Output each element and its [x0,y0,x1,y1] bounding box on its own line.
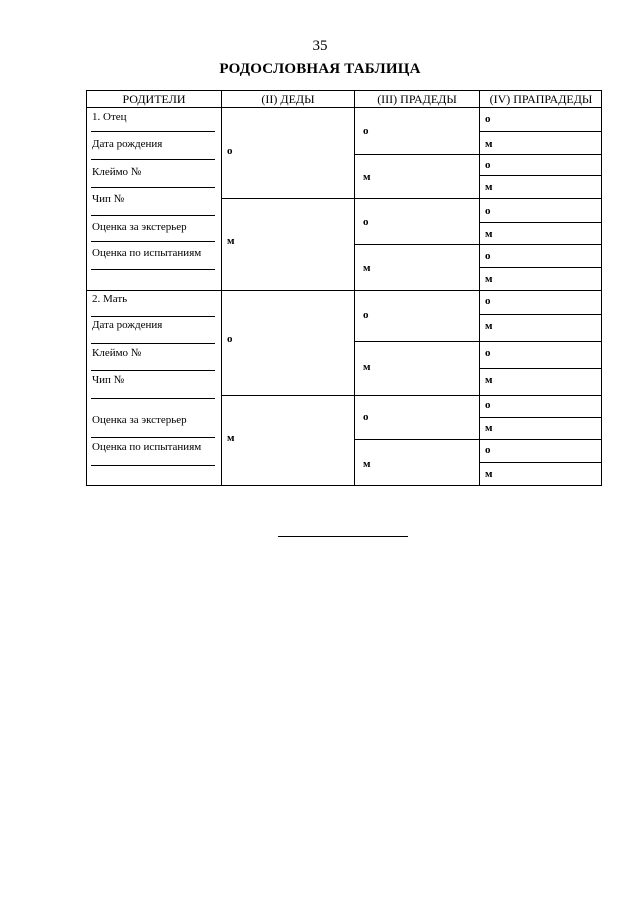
great-grandsire-1-mark: о [363,125,369,137]
great-great-grandparents-divider [479,198,601,199]
great-grandsire-3-mark: о [363,309,369,321]
great-granddam-2-mark: м [363,262,371,274]
great-grandsire-4-mark: о [363,411,369,423]
father-test-score-line [91,269,215,270]
grandparents-divider [221,395,355,396]
great-grandparents-divider [354,439,480,440]
mother-brand-label: Клеймо № [92,347,142,359]
father-brand-line [91,187,215,188]
grandsire-2-mark: о [227,333,233,345]
mother-brand-line [91,370,215,371]
grandsire-1-mark: о [227,145,233,157]
great-great-grandsire-4-mark: о [485,250,491,262]
great-grandparents-divider [354,198,480,199]
father-heading: 1. Отец [92,111,127,123]
great-grandparents-divider [354,244,480,245]
great-great-grandparents-divider [479,417,601,418]
mother-chip-line [91,398,215,399]
column-divider [479,91,480,485]
father-chip-line [91,215,215,216]
grandparents-divider [221,290,355,291]
great-great-grandsire-5-mark: о [485,295,491,307]
great-great-grandparents-divider [479,290,601,291]
grandparents-divider [221,198,355,199]
granddam-1-mark: м [227,235,235,247]
great-great-granddam-2-mark: м [485,181,493,193]
father-exterior-score-line [91,241,215,242]
mother-chip-label: Чип № [92,374,125,386]
document-title: РОДОСЛОВНАЯ ТАБЛИЦА [219,61,421,77]
great-great-grandparents-divider [479,462,601,463]
great-grandsire-2-mark: о [363,216,369,228]
great-great-grandparents-divider [479,131,601,132]
great-great-granddam-7-mark: м [485,422,493,434]
great-grandparents-divider [354,341,480,342]
parents-divider [87,290,221,291]
great-great-grandsire-7-mark: о [485,399,491,411]
great-great-granddam-5-mark: м [485,320,493,332]
column-divider [354,91,355,485]
header-parents: РОДИТЕЛИ [122,92,186,106]
great-great-grandsire-6-mark: о [485,347,491,359]
mother-test-score-label: Оценка по испытаниям [92,441,202,453]
great-grandparents-divider [354,395,480,396]
father-exterior-score-label: Оценка за экстерьер [92,221,187,233]
father-brand-label: Клеймо № [92,166,142,178]
great-great-grandparents-divider [479,267,601,268]
granddam-2-mark: м [227,432,235,444]
header-grandparents: (II) ДЕДЫ [261,92,315,106]
mother-birth-date-line [91,343,215,344]
great-great-granddam-6-mark: м [485,374,493,386]
great-granddam-3-mark: м [363,361,371,373]
great-great-grandparents-divider [479,439,601,440]
father-test-score-label: Оценка по испытаниям [92,247,202,259]
great-great-grandparents-divider [479,341,601,342]
great-great-grandparents-divider [479,154,601,155]
great-granddam-1-mark: м [363,171,371,183]
great-great-grandparents-divider [479,395,601,396]
father-birth-date-label: Дата рождения [92,138,163,150]
great-grandparents-divider [354,154,480,155]
mother-exterior-score-label: Оценка за экстерьер [92,414,187,426]
great-granddam-4-mark: м [363,458,371,470]
father-birth-date-line [91,159,215,160]
mother-heading: 2. Мать [92,293,128,305]
footer-rule [278,536,408,537]
mother-heading-line [91,316,215,317]
great-great-grandparents-divider [479,222,601,223]
header-divider [87,107,601,108]
great-great-granddam-4-mark: м [485,273,493,285]
father-chip-label: Чип № [92,193,125,205]
great-great-grandparents-divider [479,314,601,315]
great-great-grandparents-divider [479,244,601,245]
mother-birth-date-label: Дата рождения [92,319,163,331]
header-great-great-grandparents: (IV) ПРАПРАДЕДЫ [489,92,593,106]
great-great-grandparents-divider [479,175,601,176]
mother-test-score-line [91,465,215,466]
great-great-grandsire-8-mark: о [485,444,491,456]
pedigree-table [86,90,602,486]
column-divider [221,91,222,485]
great-great-granddam-1-mark: м [485,138,493,150]
great-great-granddam-8-mark: м [485,468,493,480]
great-great-grandparents-divider [479,368,601,369]
great-great-granddam-3-mark: м [485,228,493,240]
great-great-grandsire-2-mark: о [485,159,491,171]
great-grandparents-divider [354,290,480,291]
header-great-grandparents: (III) ПРАДЕДЫ [377,92,457,106]
page-number: 35 [312,38,328,54]
great-great-grandsire-1-mark: о [485,113,491,125]
mother-exterior-score-line [91,437,215,438]
father-heading-line [91,131,215,132]
great-great-grandsire-3-mark: о [485,205,491,217]
